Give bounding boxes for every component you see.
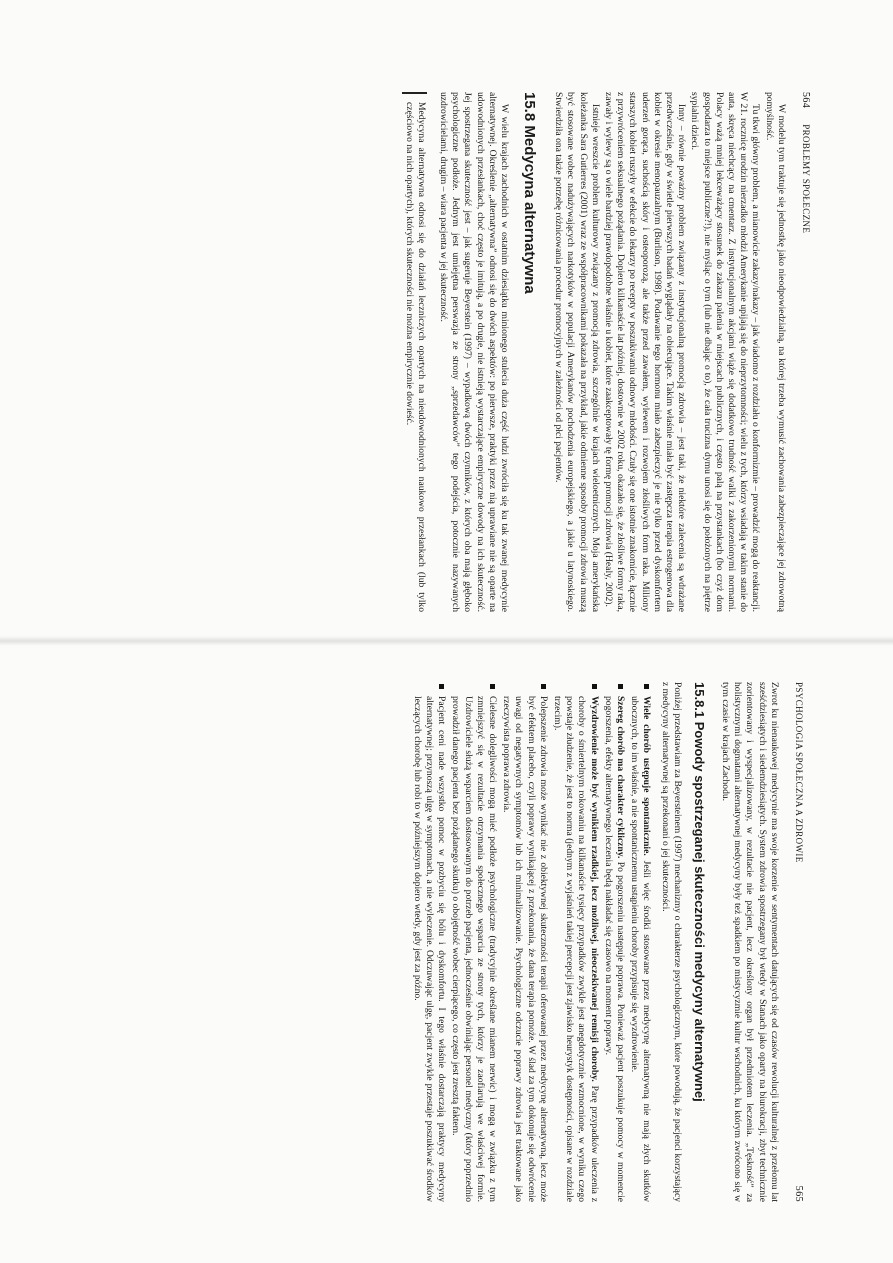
list-item [628,682,652,1202]
bullet-icon [644,684,649,689]
list-item-text: Po pogorszeniu następuje poprawa. Ponieważ pacjent poszukuje pomocy w momencie pogorszenia, efekty alternatywnego leczenia będą nakładać się czasowo na moment poprawy. [602,696,626,1202]
definition-note: Medycyna alternatywna odnosi się do działań leczniczych opartych na nieudowodnionych naukowo przesłankach (lub tylko częściowo na nich opartych), których skuteczności nie można empirycznie dowieść. [402,92,426,612]
list-item [411,682,448,1202]
page-number-left: 564 [800,92,811,109]
section-title: 15.8 Medycyna alternatywna [520,92,538,294]
bullet-icon [592,684,597,689]
running-head-right [792,682,805,1202]
right-page [45,682,805,1202]
running-head-left-title: PROBLEMY SPOŁECZNE [801,124,811,234]
paragraph: W modelu tym traktuje się jednostkę jako nieodpowiedzialną, na której trzeba wymusić zachowania zabezpieczające jej zdrowotną pomyślność. [763,92,787,612]
bullet-icon [490,684,495,689]
subsection-intro: Poniżej przedstawiam za Beyersteinem (1997) mechanizmy o charakterze psychologicznym, które powodują, że pacjenci korzystający z medycyny alternatywnej są przekonani o jej skuteczności. [659,682,683,1202]
list-item [551,682,600,1202]
running-head-left [799,92,812,612]
paragraph: Tu tkwi główny problem, a mianowicie zakazy/nakazy – jak wiadomo z rozdziału o konformizmie – prowadzić mogą do reaktancji. W 21. rocznicę urodzin nierzadko młodzi Amerykanie upijają się do nieprzytomności; wielu z tych, którzy wsiadają w takim stanie do auta, skręca niechcący na cmentarz. Z instytucjonalnym akcjami wiąże się dodatkowo trudność walki z zakorzenionymi normami. Polacy ważą mniej lekceważący stosunek do zakazu palenia w miejscach publicznych, i często palą na przystankach (bo czyż dom gospodarza to miejsce publiczne?!), nie myśląc o tym (lub nie dbając o to), że cała trucizna dymu unosi się do położonych na piętrze sypialni dzieci. [689,92,762,612]
list-item [602,682,626,1202]
left-page [52,92,812,612]
running-head-right-title: PSYCHOLOGIA SPOŁECZNA A ZDROWIE [794,682,804,863]
list-item-text: Polepszenie zdrowia może wynikać nie z obiektywnej skuteczności terapii oferowanej przez medycynę alternatywną, lecz może być efektem placebo, czyli poprawy wynikającej z przekonania, że dana terapia pomoże. W ślad za tym dokonuje się odwrócenie uwagi od negatywnych symptomów lub ich minimalizowanie. Psychologiczne odczucie poprawy zdrowia jest traktowane jako rzeczywista poprawa zdrowia. [501,696,549,1202]
paragraph: Istnieje wreszcie problem kulturowy związany z promocją zdrowia, szczególnie w krajach wieloetnicznych. Moja amerykańska koleżanka Sara Gutierres (2001) wraz ze współpracownikami pokazała na przykład, jakie odmienne sposoby promocji zdrowia muszą być stosowane wobec nadużywających narkotyków w populacji Amerykanów pochodzenia europejskiego, a jakie u latynoskiego. Stwierdziła ona także potrzebę różnicowania procedur promocyjnych w zależności od płci pacjentów. [553,92,601,612]
paragraph: Inny – równie poważny problem związany z instytucjonalną promocją zdrowia – jest taki, że niektóre zalecenia są wdrażane przedwcześnie, gdy w świetle pierwszych badań wyglądały na obiecujące. Takim właśnie miała być zastępcza terapia estrogenowa dla kobiet w okresie menopauzalnym (Burlison, 1998). Podawanie tego hormonu miało zabezpieczyć je nie tylko przed dyskomfortem uderzeń gorąca, suchością skóry i osteoporozą, ale także przed zawałem, wylewem i rozwojem złośliwych form raka. Miliony starszych kobiet ruszyły w efekcie do lekarzy po recepty w poszukiwaniu odnowy młodości. Czuły się one istotnie znakomicie, łącznie z przywróceniem seksualnego pożądania. Dopiero kilkanaście lat później, dostownie w 2002 roku, okazało się, że złośliwe formy raka, zawały i wylewy są o wiele bardziej prawdopodobne właśnie u kobiet, które zaakceptowały tę formę promocji zdrowia (Healy, 2002). [602,92,688,612]
list-item-lead: Szereg chorób ma charakter cykliczny. [614,696,626,859]
bullet-icon [439,684,444,689]
list-item [449,682,498,1202]
list-item [500,682,549,1202]
bullet-icon [618,684,623,689]
section-paragraph: W wielu krajach zachodnich w ostatnim dziesiątku minionego stulecia duża część ludzi zwróciła się ku tak zwanej medycynie alternatywnej. Określenie „alternatywna” odnosi się do dwóch aspektów: po pierwsze, praktyki przez nią uprawiane nie są oparte na udowodnionych przesłankach, choć często je imitują, a po drugie, nie istnieją wystarczające empiryczne dowody na ich skuteczność. Jej spostrzegana skuteczność jest – jak sugeruje Beyerstein (1997) – wypadkową dwóch czynników, z których oba mają głęboko psychologiczne podłoże. Jednym jest umiejętna perswazja ze strony „sprzedawców” tego podejścia, potocznie nazywanych uzdrowicielami, drugim – wiara pacjenta w jej skuteczność. [437,92,510,612]
list-item-text: Jeśli więc środki stosowane przez medycynę alternatywną nie mają złych skutków ubocznych, to im właśnie, a nie spontanicznemu ustąpieniu choroby przypisuje się wyzdrowienie. [629,696,653,1203]
bullet-icon [541,684,546,689]
paragraph: Zwrot ku nienaukowej medycynie ma swoje korzenie w sentymentach datujących się od czasów rewolucji kulturalnej z przełomu lat sześćdziesiątych i siedemdziesiątych. System zdrowia spostrzegany był wtedy w Stanach jako oparty na biurokracji, zbyt technicznie zorientowany i wyspecjalizowany, w rezultacie nie pacjent, lecz określony organ był przedmiotem leczenia. „Tęskność” za holistycznymi dogmatami alternatywnej medycyny były też spadkiem po mistycyzmie kultur wschodnich, ku którym zwrócono się w tym czasie w krajach Zachodu. [719,682,780,1202]
page-number-right: 565 [793,1185,804,1202]
list-item-lead: Wyzdrowienie może być wynikiem rzadkiej, lecz możliwej, nieoczekiwanej remisji choroby. [588,696,600,1082]
list-item-text: Parę przypadków uleczenia z choroby o śmiertelnym rokowaniu na kilkanaście tysięcy przypadków zwykle jest anegdotycznie wzmocnione, w wyniku czego powstaje złudzenie, że jest to norma (jednym z wyjaśnień takiej percepcji jest zjawisko heurystyk dostępności, opisane w rozdziale trzecim). [551,696,600,1202]
page-fold [0,636,893,646]
list-item-text: Cielesne dolegliwości mogą mieć podłoże psychologiczne (tradycyjnie określane mianem nerwic) i mogą w związku z tym zmniejszyć się w rezultacie otrzymania społecznego wsparcia ze strony tych, którzy je zaofiarują we właściwej formie. Uzdrowiciele służą wsparciem dostosowanym do potrzeb pacjenta, jednocześnie obwiniając personel medyczny (który poprzednio prowadził danego pacjenta bez pożądanego skutku) o obojętność wobec cierpiącego, co często jest zresztą faktem. [450,696,498,1202]
subsection-title: 15.8.1 Powody spostrzeganej skuteczności medycyny alternatywnej [691,682,707,1102]
list-item-lead: Wiele chorób ustępuje spontanicznie. [641,696,653,856]
list-item-text: Pacjent ceni nade wszystko pomoc w pozbyciu się bólu i dyskomfortu. I tego właśnie dostarczają praktycy medycyny alternatywnej; przynoszą ulgę w symptomach, a nie wyleczenie. Odczuwając ulgę, pacjent zwykle przestaje poszukiwać środków leczących chorobę lub robi to w późniejszym dopiero wtedy, gdy jest za późno. [411,696,448,1202]
reasons-list [411,682,653,1202]
